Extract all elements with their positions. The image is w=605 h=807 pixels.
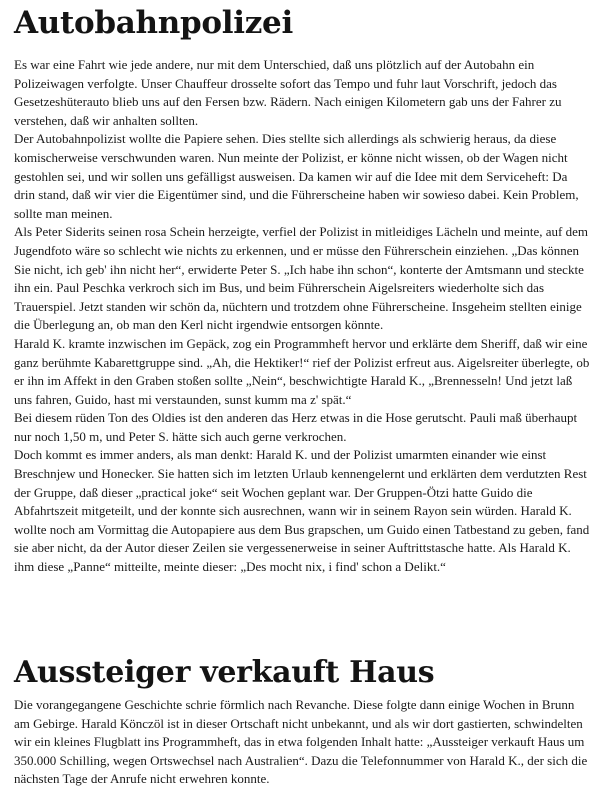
article-title: Autobahnpolizei [14,5,293,41]
section-gap [14,612,591,656]
paragraph: Als Peter Siderits seinen rosa Schein herzeigte, verfiel der Polizist in mitleidiges Lächeln und meinte, auf dem Jugendfoto wäre so schlecht wie nichts zu erkennen, und er müsse den Führerschein einziehen. „Das können Sie nicht, ich geb' ihn nicht her“, erwiderte Peter S. „Ich habe ihn schon“, konterte der Amtsmann und steckte ihn ein. Paul Peschka verkroch sich im Bus, und beim Führerschein Aigelsreiters wiederholte sich das Trauerspiel. Jetzt standen wir schön da, nüchtern und trotzdem ohne Führerscheine. Insgeheim stellten einige die Überlegung an, ob man den Kerl nicht irgendwie entsorgen könnte. [14,224,589,333]
article-title: Aussteiger verkauft Haus [14,655,435,690]
paragraph: Doch kommt es immer anders, als man denkt: Harald K. und der Polizist umarmten einander wie einst Breschnjew und Honecker. Sie hatten sich im letzten Urlaub kennengelernt und erklärten dem verdutzten Rest der Gruppe, daß dieser „practical joke“ seit Wochen geplant war. Der Gruppen-Ötzi hatte Guido die Abfahrtszeit mitgeteilt, und der konnte sich ausrechnen, wann wir in seinem Rayon sein würden. Harald K. wollte noch am Vormittag die Autopapiere aus dem Bus grapschen, um Guido einen Tatbestand zu geben, fand sie aber nicht, da der Autor dieser Zeilen sie vergessenerweise in seiner Auftrittstasche hatte. Als Harald K. ihm diese „Panne“ mitteilte, meinte dieser: „Des mocht nix, i find' schon a Delikt.“ [14,447,590,575]
paragraph: Bei diesem rüden Ton des Oldies ist den anderen das Herz etwas in die Hose gerutscht. Pauli maß überhaupt nur noch 1,50 m, und Peter S. hätte sich auch gerne verkrochen. [14,410,578,444]
paragraph: Harald K. kramte inzwischen im Gepäck, zog ein Programmheft hervor und erklärte dem Sheriff, daß wir eine ganz berühmte Kabarettgruppe sind. „Ah, die Hektiker!“ rief der Polizist erfreut aus. Aigelsreiter überlegte, ob er ihn im Affekt in den Graben stoßen sollte „Nein“, beschwichtigte Harald K., „Brennesseln! Und jetzt laß uns fahren, Guido, hast mi verstaunden, sunst kumm ma z' spät.“ [14,335,590,407]
article-aussteiger-verkauft-haus [14,656,591,789]
paragraph: Es war eine Fahrt wie jede andere, nur mit dem Unterschied, daß uns plötzlich auf der Autobahn ein Polizeiwagen verfolgte. Unser Chauffeur drosselte sofort das Tempo und fuhr laut Vorschrift, jedoch das Gesetzeshüterauto blieb uns auf den Fersen bzw. Rädern. Nach einigen Kilometern gab uns der Fahrer zu verstehen, daß wir anhalten sollten. [14,57,562,128]
paragraph: Der Autobahnpolizist wollte die Papiere sehen. Dies stellte sich allerdings als schwierig heraus, da diese komischerweise verschwunden waren. Nun meinte der Polizist, er könne nicht wissen, ob der Wagen nicht gestohlen sei, und wir sollen uns gefälligst ausweisen. Da kamen wir auf die Idee mit dem Serviceheft: Da drin stand, daß wir vier die Eigentümer sind, und die Führerscheine haben wir sowieso dabei. Kein Problem, sollte man meinen. [14,131,579,221]
paragraph: Die vorangegangene Geschichte schrie förmlich nach Revanche. Diese folgte dann einige Wochen in Brunn am Gebirge. Harald Könczöl ist in dieser Ortschaft nicht unbekannt, und als wir dort gastierten, schwindelten wir ein kleines Flugblatt ins Programmheft, das in etwa folgenden Inhalt hatte: „Aussteiger verkauft Haus um 350.000 Schilling, wegen Ortswechsel nach Australien“. Dazu die Telefonnummer von Harald K., der sich die nächsten Tage der Anrufe nicht erwehren konnte. [14,697,588,787]
article-autobahnpolizei [14,6,591,612]
